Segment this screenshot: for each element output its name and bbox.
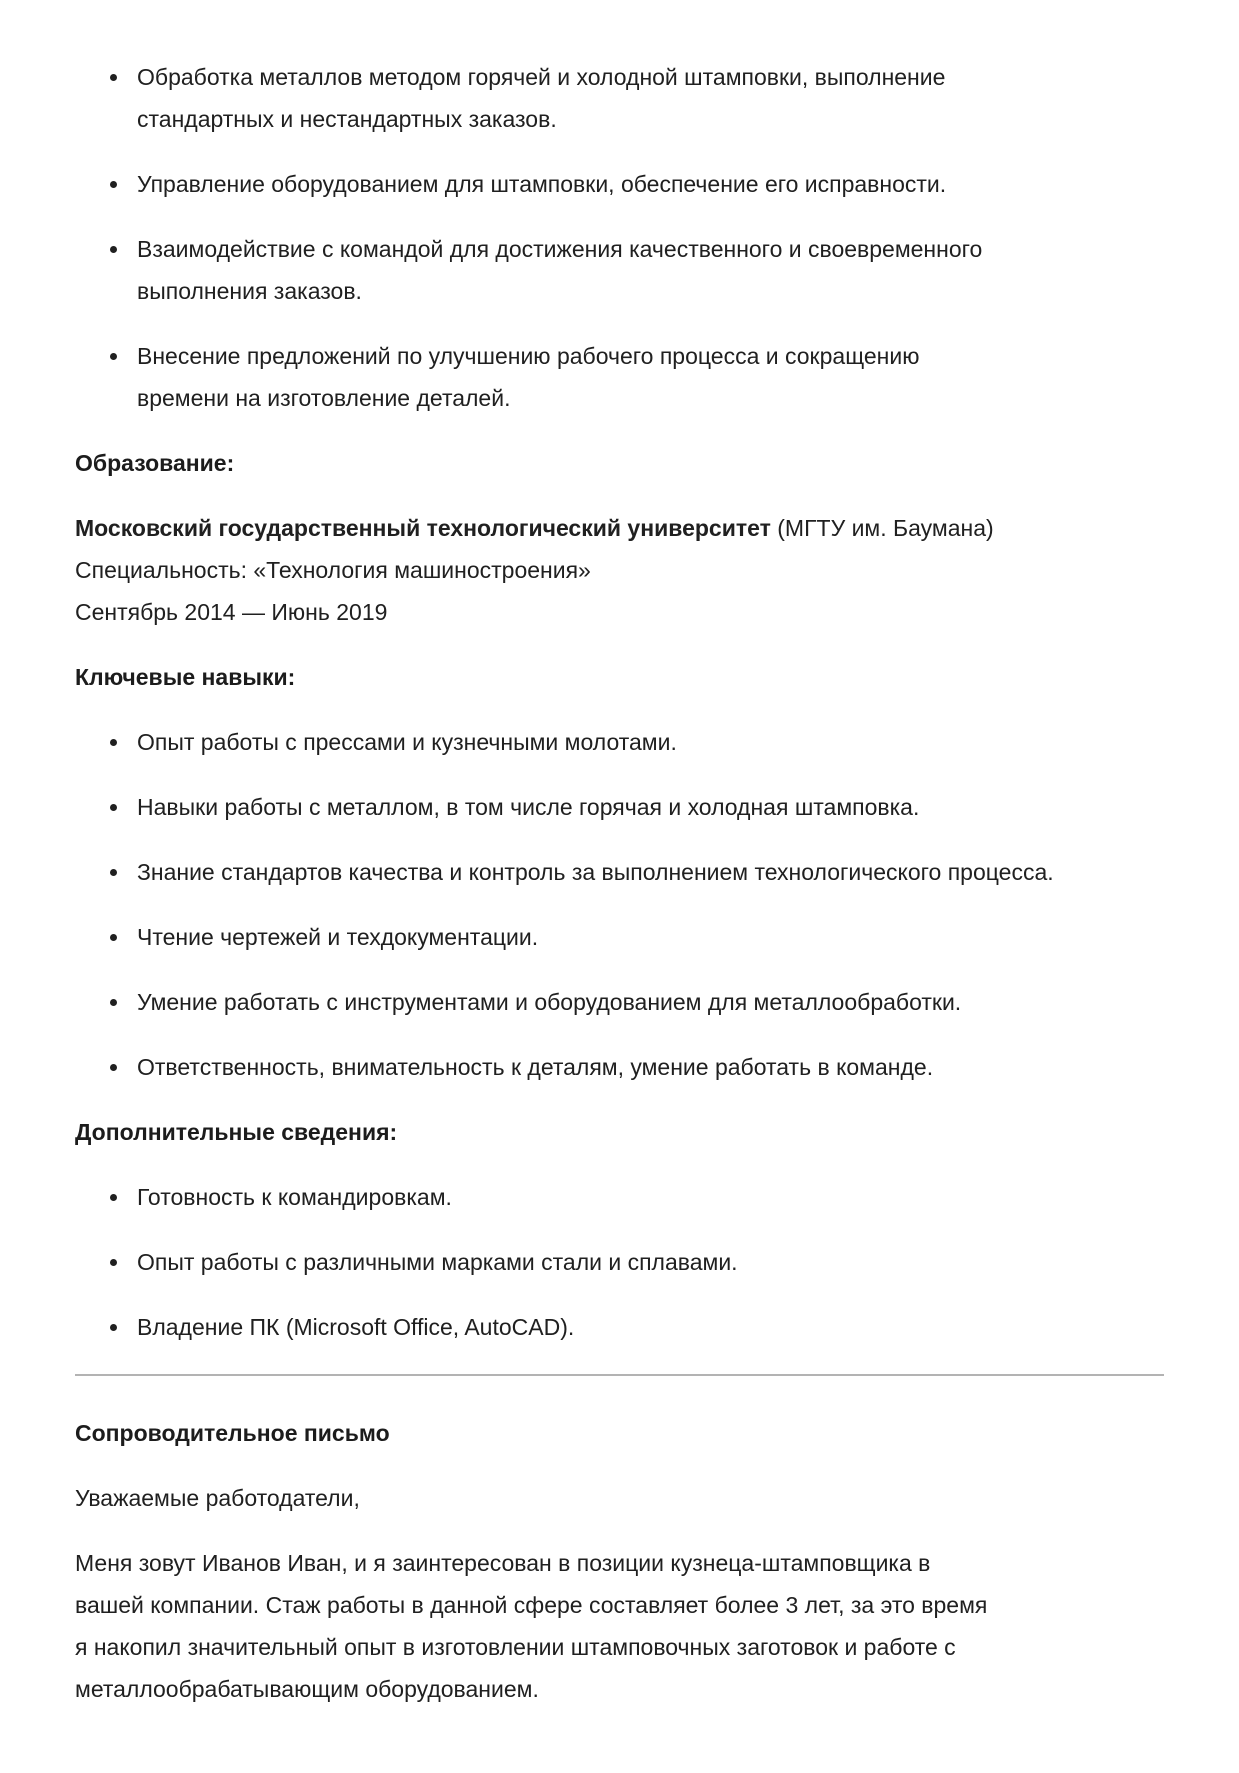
additional-info-list <box>75 1176 1164 1348</box>
specialty-line: Специальность: «Технология машиностроения» <box>75 557 591 583</box>
skill-item: • Чтение чертежей и техдокументации. <box>131 916 1159 958</box>
cover-letter-heading: Сопроводительное письмо <box>75 1420 390 1446</box>
responsibility-item: • Внесение предложений по улучшению рабочего процесса и сокращению времени на изготовление деталей. <box>131 335 1000 419</box>
responsibility-item: • Управление оборудованием для штамповки, обеспечение его исправности. <box>131 163 1000 205</box>
responsibility-item: • Обработка металлов методом горячей и холодной штамповки, выполнение стандартных и нестандартных заказов. <box>131 56 1000 140</box>
section-divider <box>75 1374 1164 1376</box>
additional-info-item: • Владение ПК (Microsoft Office, AutoCAD). <box>131 1306 1159 1348</box>
cover-letter-greeting: Уважаемые работодатели, <box>75 1485 360 1511</box>
additional-info-item: • Готовность к командировкам. <box>131 1176 1159 1218</box>
responsibilities-list <box>75 56 1000 419</box>
education-details <box>75 507 1164 633</box>
skill-item: • Знание стандартов качества и контроль за выполнением технологического процесса. <box>131 851 1159 893</box>
skill-item: • Опыт работы с прессами и кузнечными молотами. <box>131 721 1159 763</box>
university-name: Московский государственный технологический университет <box>75 515 771 541</box>
skill-item: • Умение работать с инструментами и оборудованием для металлообработки. <box>131 981 1159 1023</box>
additional-info-heading: Дополнительные сведения: <box>75 1119 398 1145</box>
education-heading: Образование: <box>75 450 235 476</box>
university-note: (МГТУ им. Баумана) <box>770 515 994 541</box>
key-skills-list <box>75 721 1164 1088</box>
skill-item: • Навыки работы с металлом, в том числе горячая и холодная штамповка. <box>131 786 1159 828</box>
cover-letter-body: Меня зовут Иванов Иван, и я заинтересован в позиции кузнеца-штамповщика в вашей компании. Стаж работы в данной сфере составляет более 3 лет, за это время я накопил значительный опыт в изготовлении штамповочных заготовок и работе с металлообрабатывающим оборудованием. <box>75 1550 988 1702</box>
key-skills-heading: Ключевые навыки: <box>75 664 296 690</box>
skill-item: • Ответственность, внимательность к деталям, умение работать в команде. <box>131 1046 1159 1088</box>
additional-info-item: • Опыт работы с различными марками стали и сплавами. <box>131 1241 1159 1283</box>
study-period-line: Сентябрь 2014 — Июнь 2019 <box>75 599 388 625</box>
responsibility-item: • Взаимодействие с командой для достижения качественного и своевременного выполнения заказов. <box>131 228 1000 312</box>
